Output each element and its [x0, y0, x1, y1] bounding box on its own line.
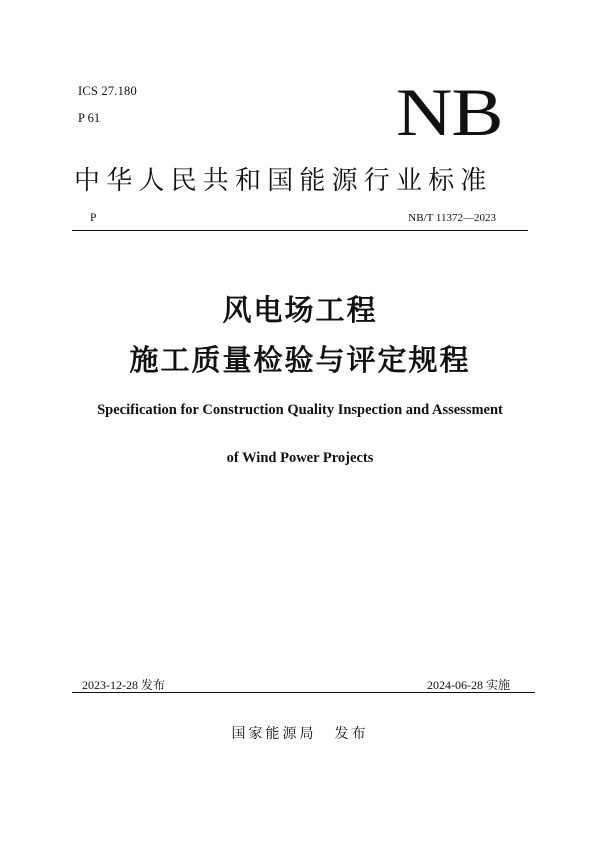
- publisher-name: 国家能源局: [231, 726, 317, 742]
- ics-code: ICS 27.180: [78, 84, 137, 98]
- title-en-line1: Specification for Construction Quality Inspection and Assessment: [97, 402, 503, 418]
- nb-logo: NB: [396, 74, 503, 150]
- bottom-divider: [72, 692, 535, 693]
- title-zh-line2: 施工质量检验与评定规程: [129, 343, 471, 377]
- standard-type-heading: 中华人民共和国能源行业标准: [74, 166, 493, 196]
- publish-action: 发布: [334, 726, 369, 742]
- standard-number: NB/T 11372—2023: [408, 212, 496, 224]
- title-zh-line1: 风电场工程: [222, 293, 378, 327]
- classification-code: P 61: [78, 111, 101, 125]
- issue-date: 2023-12-28 发布: [82, 678, 165, 692]
- category-letter: P: [90, 212, 97, 224]
- top-divider: [72, 230, 528, 231]
- implementation-date: 2024-06-28 实施: [427, 678, 510, 692]
- publisher-line: [0, 723, 600, 743]
- title-en-line2: of Wind Power Projects: [226, 450, 374, 466]
